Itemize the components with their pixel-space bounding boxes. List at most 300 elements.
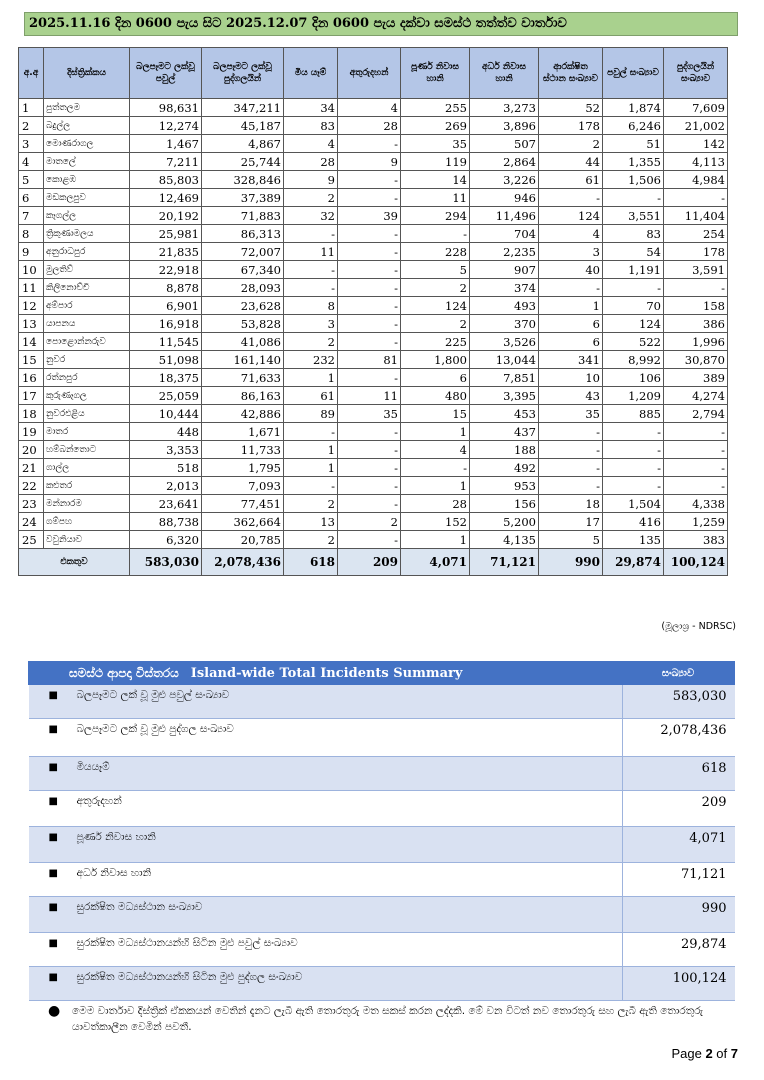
persons-affected-cell: 28,093 <box>202 279 284 297</box>
families-in-centers-cell: 51 <box>603 135 664 153</box>
district-status-table <box>18 47 728 576</box>
safe-centers-cell: - <box>539 189 603 207</box>
families-in-centers-cell: - <box>603 441 664 459</box>
missing-cell: 4 <box>338 99 401 117</box>
houses-partially-damaged-cell: 453 <box>470 405 539 423</box>
houses-fully-damaged-cell: 228 <box>401 243 470 261</box>
deaths-cell: 89 <box>284 405 338 423</box>
missing-cell: - <box>338 225 401 243</box>
persons-affected-cell: 362,664 <box>202 513 284 531</box>
families-in-centers-cell: 1,355 <box>603 153 664 171</box>
families-in-centers-cell: 522 <box>603 333 664 351</box>
safe-centers-cell: - <box>539 459 603 477</box>
houses-partially-damaged-cell: 907 <box>470 261 539 279</box>
deaths-cell: 34 <box>284 99 338 117</box>
summary-row <box>29 757 735 791</box>
summary-label: බලපෑමට ලක් වූ මුළු පවුල් සංඛ්‍යාව <box>76 689 230 701</box>
summary-header-si: සමස්ථ ආපදා විස්තරය <box>69 665 179 680</box>
total-cell: 618 <box>284 549 338 576</box>
persons-affected-cell: 42,886 <box>202 405 284 423</box>
summary-value: 29,874 <box>623 933 735 967</box>
houses-partially-damaged-cell: 2,864 <box>470 153 539 171</box>
persons-in-centers-cell: 4,274 <box>664 387 728 405</box>
row-no-cell: 14 <box>19 333 44 351</box>
houses-fully-damaged-cell: 14 <box>401 171 470 189</box>
families-in-centers-cell: - <box>603 189 664 207</box>
district-name-cell: නුවරඑළිය <box>44 405 130 423</box>
row-no-cell: 25 <box>19 531 44 549</box>
persons-in-centers-cell: 178 <box>664 243 728 261</box>
summary-value: 71,121 <box>623 863 735 897</box>
district-name-cell: පුත්තලම <box>44 99 130 117</box>
persons-in-centers-cell: 11,404 <box>664 207 728 225</box>
summary-row <box>29 897 735 933</box>
families-in-centers-cell: - <box>603 423 664 441</box>
summary-row <box>29 827 735 863</box>
district-name-cell: පොළොන්නරුව <box>44 333 130 351</box>
families-in-centers-cell: 1,209 <box>603 387 664 405</box>
missing-cell: - <box>338 531 401 549</box>
families-in-centers-cell: 124 <box>603 315 664 333</box>
missing-cell: - <box>338 243 401 261</box>
families-in-centers-cell: 1,506 <box>603 171 664 189</box>
deaths-cell: 2 <box>284 531 338 549</box>
persons-in-centers-cell: 30,870 <box>664 351 728 369</box>
houses-fully-damaged-cell: 4 <box>401 441 470 459</box>
persons-in-centers-cell: 142 <box>664 135 728 153</box>
deaths-cell: - <box>284 423 338 441</box>
district-name-cell: මාතර <box>44 423 130 441</box>
district-name-cell: කෑගල්ල <box>44 207 130 225</box>
deaths-cell: 61 <box>284 387 338 405</box>
houses-fully-damaged-cell: 1,800 <box>401 351 470 369</box>
row-no-cell: 4 <box>19 153 44 171</box>
district-name-cell: මාතලේ <box>44 153 130 171</box>
row-no-cell: 13 <box>19 315 44 333</box>
table-row <box>19 279 728 297</box>
persons-in-centers-cell: 389 <box>664 369 728 387</box>
families-affected-cell: 25,981 <box>130 225 202 243</box>
table-row <box>19 153 728 171</box>
summary-value: 618 <box>623 757 735 791</box>
row-no-cell: 19 <box>19 423 44 441</box>
square-bullet-icon: ■ <box>48 972 58 983</box>
square-bullet-icon: ■ <box>48 762 58 773</box>
table-row <box>19 243 728 261</box>
summary-label: මියයෑම් <box>76 761 110 773</box>
missing-cell: 35 <box>338 405 401 423</box>
houses-partially-damaged-cell: 3,273 <box>470 99 539 117</box>
summary-label: සුරක්ෂිත මධ්‍යස්ථානයන්හි සිටින මුළු පවුල් සංඛ්‍යාව <box>76 937 298 949</box>
row-no-cell: 20 <box>19 441 44 459</box>
families-affected-cell: 6,320 <box>130 531 202 549</box>
total-cell: 29,874 <box>603 549 664 576</box>
persons-affected-cell: 71,883 <box>202 207 284 225</box>
houses-partially-damaged-cell: 4,135 <box>470 531 539 549</box>
summary-value: 209 <box>623 791 735 827</box>
table-row <box>19 297 728 315</box>
houses-fully-damaged-cell: 15 <box>401 405 470 423</box>
summary-value: 990 <box>623 897 735 933</box>
families-affected-cell: 518 <box>130 459 202 477</box>
summary-label-cell <box>29 933 623 967</box>
houses-partially-damaged-cell: 13,044 <box>470 351 539 369</box>
missing-cell: - <box>338 495 401 513</box>
row-no-cell: 1 <box>19 99 44 117</box>
families-in-centers-cell: 1,874 <box>603 99 664 117</box>
deaths-cell: - <box>284 279 338 297</box>
families-in-centers-cell: 885 <box>603 405 664 423</box>
col-header-deaths: මිය යෑම් <box>284 48 338 99</box>
summary-value: 583,030 <box>623 685 735 719</box>
houses-fully-damaged-cell: 1 <box>401 477 470 495</box>
missing-cell: - <box>338 477 401 495</box>
summary-label-cell <box>29 897 623 933</box>
deaths-cell: 4 <box>284 135 338 153</box>
summary-label: අතුරුදහන් <box>76 795 122 807</box>
safe-centers-cell: 17 <box>539 513 603 531</box>
safe-centers-cell: 178 <box>539 117 603 135</box>
table-row <box>19 333 728 351</box>
families-affected-cell: 51,098 <box>130 351 202 369</box>
row-no-cell: 16 <box>19 369 44 387</box>
row-no-cell: 17 <box>19 387 44 405</box>
row-no-cell: 15 <box>19 351 44 369</box>
safe-centers-cell: 1 <box>539 297 603 315</box>
safe-centers-cell: 61 <box>539 171 603 189</box>
row-no-cell: 6 <box>19 189 44 207</box>
col-header-houses-partially-damaged: අර්ධ නිවාස හානි <box>470 48 539 99</box>
houses-fully-damaged-cell: 255 <box>401 99 470 117</box>
square-bullet-icon: ■ <box>48 796 58 807</box>
total-cell: 583,030 <box>130 549 202 576</box>
safe-centers-cell: - <box>539 477 603 495</box>
district-name-cell: කුරුණෑගල <box>44 387 130 405</box>
table-row <box>19 441 728 459</box>
persons-affected-cell: 1,795 <box>202 459 284 477</box>
table-row <box>19 513 728 531</box>
houses-partially-damaged-cell: 3,395 <box>470 387 539 405</box>
persons-in-centers-cell: 7,609 <box>664 99 728 117</box>
persons-in-centers-cell: - <box>664 279 728 297</box>
table-total-row <box>19 549 728 576</box>
deaths-cell: 3 <box>284 315 338 333</box>
families-in-centers-cell: 416 <box>603 513 664 531</box>
persons-affected-cell: 1,671 <box>202 423 284 441</box>
district-name-cell: ත්‍රිකුණාමලය <box>44 225 130 243</box>
row-no-cell: 18 <box>19 405 44 423</box>
houses-partially-damaged-cell: 3,226 <box>470 171 539 189</box>
houses-partially-damaged-cell: 3,526 <box>470 333 539 351</box>
summary-header-row <box>29 662 735 685</box>
table-row <box>19 207 728 225</box>
families-in-centers-cell: 106 <box>603 369 664 387</box>
row-no-cell: 10 <box>19 261 44 279</box>
missing-cell: - <box>338 189 401 207</box>
safe-centers-cell: 6 <box>539 315 603 333</box>
summary-row <box>29 967 735 1001</box>
missing-cell: 39 <box>338 207 401 225</box>
houses-fully-damaged-cell: 225 <box>401 333 470 351</box>
summary-label: පූර්ණ නිවාස හානි <box>76 831 156 843</box>
families-affected-cell: 11,545 <box>130 333 202 351</box>
safe-centers-cell: 35 <box>539 405 603 423</box>
deaths-cell: 1 <box>284 369 338 387</box>
district-name-cell: වවුනියාව <box>44 531 130 549</box>
district-name-cell: මොණරාගල <box>44 135 130 153</box>
missing-cell: - <box>338 369 401 387</box>
summary-row <box>29 719 735 757</box>
persons-in-centers-cell: 254 <box>664 225 728 243</box>
houses-fully-damaged-cell: 152 <box>401 513 470 531</box>
houses-partially-damaged-cell: 437 <box>470 423 539 441</box>
page-total: 7 <box>730 1046 738 1061</box>
missing-cell: - <box>338 297 401 315</box>
families-affected-cell: 88,738 <box>130 513 202 531</box>
district-name-cell: බදුල්ල <box>44 117 130 135</box>
persons-in-centers-cell: - <box>664 423 728 441</box>
square-bullet-icon: ■ <box>48 690 58 701</box>
houses-fully-damaged-cell: - <box>401 225 470 243</box>
row-no-cell: 21 <box>19 459 44 477</box>
families-affected-cell: 18,375 <box>130 369 202 387</box>
houses-partially-damaged-cell: 507 <box>470 135 539 153</box>
square-bullet-icon: ■ <box>48 938 58 949</box>
col-header-missing: අතුරුදහන් <box>338 48 401 99</box>
families-affected-cell: 98,631 <box>130 99 202 117</box>
families-affected-cell: 22,918 <box>130 261 202 279</box>
district-name-cell: ගම්පහ <box>44 513 130 531</box>
houses-partially-damaged-cell: 704 <box>470 225 539 243</box>
row-no-cell: 8 <box>19 225 44 243</box>
summary-row <box>29 863 735 897</box>
families-in-centers-cell: 83 <box>603 225 664 243</box>
families-in-centers-cell: 1,191 <box>603 261 664 279</box>
row-no-cell: 5 <box>19 171 44 189</box>
houses-partially-damaged-cell: 370 <box>470 315 539 333</box>
safe-centers-cell: 6 <box>539 333 603 351</box>
persons-affected-cell: 41,086 <box>202 333 284 351</box>
families-affected-cell: 25,059 <box>130 387 202 405</box>
total-label: එකතුව <box>19 549 130 576</box>
persons-affected-cell: 86,313 <box>202 225 284 243</box>
square-bullet-icon: ■ <box>48 902 58 913</box>
houses-fully-damaged-cell: 269 <box>401 117 470 135</box>
houses-partially-damaged-cell: 156 <box>470 495 539 513</box>
row-no-cell: 11 <box>19 279 44 297</box>
row-no-cell: 9 <box>19 243 44 261</box>
safe-centers-cell: 44 <box>539 153 603 171</box>
square-bullet-icon: ■ <box>48 832 58 843</box>
summary-label: බලපෑමට ලක් වූ මුළු පුද්ගල සංඛ්‍යාව <box>76 723 234 735</box>
district-name-cell: අම්පාර <box>44 297 130 315</box>
district-name-cell: යාපනය <box>44 315 130 333</box>
houses-fully-damaged-cell: 1 <box>401 423 470 441</box>
houses-partially-damaged-cell: 953 <box>470 477 539 495</box>
deaths-cell: 11 <box>284 243 338 261</box>
table-row <box>19 99 728 117</box>
row-no-cell: 2 <box>19 117 44 135</box>
families-affected-cell: 7,211 <box>130 153 202 171</box>
houses-partially-damaged-cell: 11,496 <box>470 207 539 225</box>
families-in-centers-cell: - <box>603 279 664 297</box>
page-middle: of <box>712 1046 731 1061</box>
persons-affected-cell: 37,389 <box>202 189 284 207</box>
table-row <box>19 405 728 423</box>
deaths-cell: 2 <box>284 333 338 351</box>
houses-partially-damaged-cell: 7,851 <box>470 369 539 387</box>
families-in-centers-cell: 70 <box>603 297 664 315</box>
safe-centers-cell: 2 <box>539 135 603 153</box>
families-affected-cell: 16,918 <box>130 315 202 333</box>
persons-affected-cell: 328,846 <box>202 171 284 189</box>
missing-cell: - <box>338 441 401 459</box>
deaths-cell: 13 <box>284 513 338 531</box>
summary-table <box>28 661 735 1001</box>
total-cell: 990 <box>539 549 603 576</box>
safe-centers-cell: 43 <box>539 387 603 405</box>
district-name-cell: රත්නපුර <box>44 369 130 387</box>
persons-affected-cell: 86,163 <box>202 387 284 405</box>
deaths-cell: 83 <box>284 117 338 135</box>
persons-affected-cell: 71,633 <box>202 369 284 387</box>
deaths-cell: 8 <box>284 297 338 315</box>
deaths-cell: - <box>284 261 338 279</box>
missing-cell: 28 <box>338 117 401 135</box>
col-header-families-in-centers: පවුල් සංඛ්‍යාව <box>603 48 664 99</box>
families-in-centers-cell: - <box>603 459 664 477</box>
persons-in-centers-cell: 1,259 <box>664 513 728 531</box>
persons-in-centers-cell: - <box>664 441 728 459</box>
summary-row <box>29 933 735 967</box>
persons-affected-cell: 20,785 <box>202 531 284 549</box>
page-current: 2 <box>705 1046 713 1061</box>
table-row <box>19 189 728 207</box>
persons-affected-cell: 347,211 <box>202 99 284 117</box>
page-prefix: Page <box>671 1046 706 1061</box>
deaths-cell: 2 <box>284 495 338 513</box>
table-row <box>19 135 728 153</box>
deaths-cell: 28 <box>284 153 338 171</box>
missing-cell: - <box>338 135 401 153</box>
missing-cell: - <box>338 333 401 351</box>
deaths-cell: 32 <box>284 207 338 225</box>
persons-in-centers-cell: 3,591 <box>664 261 728 279</box>
families-affected-cell: 3,353 <box>130 441 202 459</box>
table-row <box>19 459 728 477</box>
persons-in-centers-cell: 4,984 <box>664 171 728 189</box>
row-no-cell: 24 <box>19 513 44 531</box>
families-affected-cell: 85,803 <box>130 171 202 189</box>
total-cell: 209 <box>338 549 401 576</box>
deaths-cell: 1 <box>284 459 338 477</box>
houses-partially-damaged-cell: 5,200 <box>470 513 539 531</box>
houses-fully-damaged-cell: 35 <box>401 135 470 153</box>
table-row <box>19 117 728 135</box>
persons-affected-cell: 72,007 <box>202 243 284 261</box>
persons-in-centers-cell: 4,338 <box>664 495 728 513</box>
safe-centers-cell: 18 <box>539 495 603 513</box>
safe-centers-cell: 4 <box>539 225 603 243</box>
safe-centers-cell: - <box>539 441 603 459</box>
col-header-persons-in-centers: පුද්ගලයින් සංඛ්‍යාව <box>664 48 728 99</box>
table-row <box>19 369 728 387</box>
district-name-cell: මඩකලපුව <box>44 189 130 207</box>
square-bullet-icon: ■ <box>48 724 58 735</box>
persons-affected-cell: 161,140 <box>202 351 284 369</box>
row-no-cell: 3 <box>19 135 44 153</box>
table-row <box>19 531 728 549</box>
houses-partially-damaged-cell: 374 <box>470 279 539 297</box>
footnote <box>48 1003 738 1035</box>
persons-affected-cell: 25,744 <box>202 153 284 171</box>
persons-in-centers-cell: - <box>664 189 728 207</box>
col-header-safe-centers: ආරක්ෂිත ස්ථාන සංඛ්‍යාව <box>539 48 603 99</box>
persons-in-centers-cell: 383 <box>664 531 728 549</box>
safe-centers-cell: 3 <box>539 243 603 261</box>
summary-label-cell <box>29 863 623 897</box>
missing-cell: 11 <box>338 387 401 405</box>
families-affected-cell: 1,467 <box>130 135 202 153</box>
summary-row <box>29 791 735 827</box>
missing-cell: - <box>338 261 401 279</box>
summary-label: සුරක්ෂිත මධ්‍යස්ථානයන්හි සිටින මුළු පුද්ගල සංඛ්‍යාව <box>76 971 303 983</box>
summary-label-cell <box>29 757 623 791</box>
houses-fully-damaged-cell: 2 <box>401 315 470 333</box>
persons-affected-cell: 53,828 <box>202 315 284 333</box>
total-cell: 4,071 <box>401 549 470 576</box>
persons-in-centers-cell: 386 <box>664 315 728 333</box>
deaths-cell: 1 <box>284 441 338 459</box>
families-in-centers-cell: 3,551 <box>603 207 664 225</box>
summary-label-cell <box>29 791 623 827</box>
missing-cell: 81 <box>338 351 401 369</box>
col-header-families-affected: බලපෑමට ලක්වූ පවුල් <box>130 48 202 99</box>
houses-fully-damaged-cell: - <box>401 459 470 477</box>
persons-affected-cell: 45,187 <box>202 117 284 135</box>
persons-affected-cell: 11,733 <box>202 441 284 459</box>
missing-cell: - <box>338 423 401 441</box>
persons-affected-cell: 77,451 <box>202 495 284 513</box>
houses-partially-damaged-cell: 493 <box>470 297 539 315</box>
houses-partially-damaged-cell: 3,896 <box>470 117 539 135</box>
deaths-cell: - <box>284 477 338 495</box>
missing-cell: - <box>338 279 401 297</box>
district-name-cell: කොළඹ <box>44 171 130 189</box>
row-no-cell: 7 <box>19 207 44 225</box>
families-affected-cell: 8,878 <box>130 279 202 297</box>
summary-label: සුරක්ෂිත මධ්‍යස්ථාන සංඛ්‍යාව <box>76 901 203 913</box>
houses-fully-damaged-cell: 28 <box>401 495 470 513</box>
families-affected-cell: 20,192 <box>130 207 202 225</box>
persons-in-centers-cell: 158 <box>664 297 728 315</box>
houses-fully-damaged-cell: 11 <box>401 189 470 207</box>
deaths-cell: 232 <box>284 351 338 369</box>
safe-centers-cell: 40 <box>539 261 603 279</box>
square-bullet-icon: ■ <box>48 868 58 879</box>
houses-partially-damaged-cell: 2,235 <box>470 243 539 261</box>
total-cell: 100,124 <box>664 549 728 576</box>
summary-value: 4,071 <box>623 827 735 863</box>
safe-centers-cell: 10 <box>539 369 603 387</box>
persons-affected-cell: 4,867 <box>202 135 284 153</box>
safe-centers-cell: 5 <box>539 531 603 549</box>
row-no-cell: 12 <box>19 297 44 315</box>
total-cell: 2,078,436 <box>202 549 284 576</box>
houses-fully-damaged-cell: 124 <box>401 297 470 315</box>
district-name-cell: කළුතර <box>44 477 130 495</box>
summary-header-count: සංඛ්‍යාව <box>623 662 735 685</box>
